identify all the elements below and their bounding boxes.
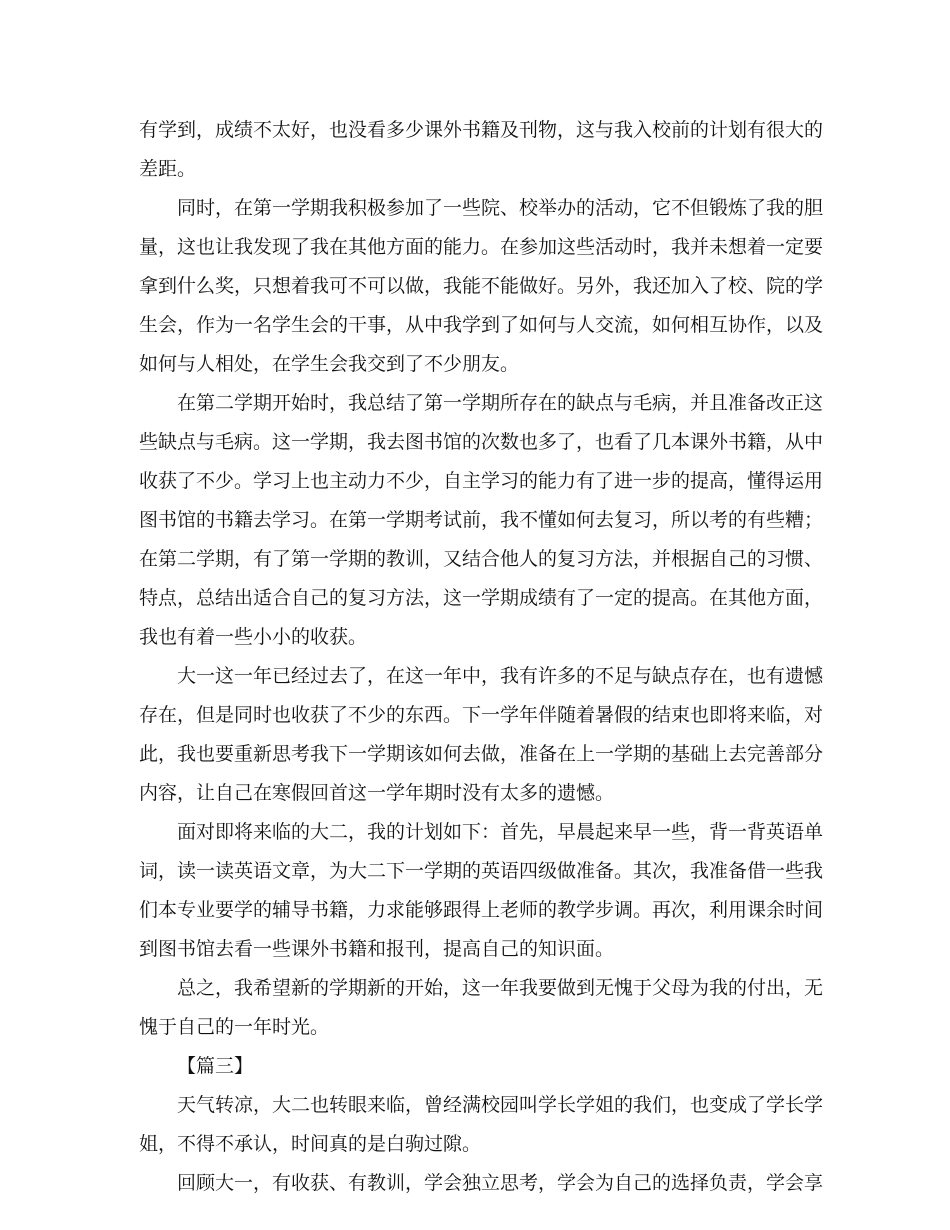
text-line: 如何与人相处，在学生会我交到了不少朋友。 xyxy=(139,353,520,375)
text-line: 回顾大一，有收获、有教训，学会独立思考，学会为自己的选择负责，学会享 xyxy=(177,1172,824,1194)
text-line: 量，这也让我发现了我在其他方面的能力。在参加这些活动时，我并未想着一定要 xyxy=(139,236,824,258)
text-line: 总之，我希望新的学期新的开始，这一年我要做到无愧于父母为我的付出，无 xyxy=(177,977,824,999)
document-body xyxy=(139,111,824,1203)
text-line: 内容，让自己在寒假回首这一学年期时没有太多的遗憾。 xyxy=(139,782,615,804)
text-line: 图书馆的书籍去学习。在第一学期考试前，我不懂如何去复习，所以考的有些糟； xyxy=(139,509,824,531)
text-line: 到图书馆去看一些课外书籍和报刊，提高自己的知识面。 xyxy=(139,938,615,960)
text-line: 【篇三】 xyxy=(177,1055,254,1077)
text-line: 面对即将来临的大二，我的计划如下：首先，早晨起来早一些，背一背英语单 xyxy=(177,821,824,843)
text-line: 些缺点与毛病。这一学期，我去图书馆的次数也多了，也看了几本课外书籍，从中 xyxy=(139,431,824,453)
text-line: 特点，总结出适合自己的复习方法，这一学期成绩有了一定的提高。在其他方面， xyxy=(139,587,824,609)
text-line: 拿到什么奖，只想着我可不可以做，我能不能做好。另外，我还加入了校、院的学 xyxy=(139,275,824,297)
text-line: 有学到，成绩不太好，也没看多少课外书籍及刊物，这与我入校前的计划有很大的 xyxy=(139,119,824,141)
text-line: 存在，但是同时也收获了不少的东西。下一学年伴随着暑假的结束也即将来临，对 xyxy=(139,704,824,726)
text-line: 在第二学期开始时，我总结了第一学期所存在的缺点与毛病，并且准备改正这 xyxy=(177,392,824,414)
text-line: 词，读一读英语文章，为大二下一学期的英语四级做准备。其次，我准备借一些我 xyxy=(139,860,824,882)
text-line: 我也有着一些小小的收获。 xyxy=(139,626,368,648)
text-line: 此，我也要重新思考我下一学期该如何去做，准备在上一学期的基础上去完善部分 xyxy=(139,743,824,765)
text-line: 收获了不少。学习上也主动力不少，自主学习的能力有了进一步的提高，懂得运用 xyxy=(139,470,824,492)
text-line: 们本专业要学的辅导书籍，力求能够跟得上老师的教学步调。再次，利用课余时间 xyxy=(139,899,824,921)
text-line: 生会，作为一名学生会的干事，从中我学到了如何与人交流，如何相互协作，以及 xyxy=(139,314,824,336)
text-line: 在第二学期，有了第一学期的教训，又结合他人的复习方法，并根据自己的习惯、 xyxy=(139,548,824,570)
text-line: 愧于自己的一年时光。 xyxy=(139,1016,330,1038)
text-line: 姐，不得不承认，时间真的是白驹过隙。 xyxy=(139,1133,482,1155)
text-line: 差距。 xyxy=(139,158,197,180)
text-line: 同时，在第一学期我积极参加了一些院、校举办的活动，它不但锻炼了我的胆 xyxy=(177,197,824,219)
text-line: 大一这一年已经过去了，在这一年中，我有许多的不足与缺点存在，也有遗憾 xyxy=(177,665,824,687)
text-line: 天气转凉，大二也转眼来临，曾经满校园叫学长学姐的我们，也变成了学长学 xyxy=(177,1094,824,1116)
